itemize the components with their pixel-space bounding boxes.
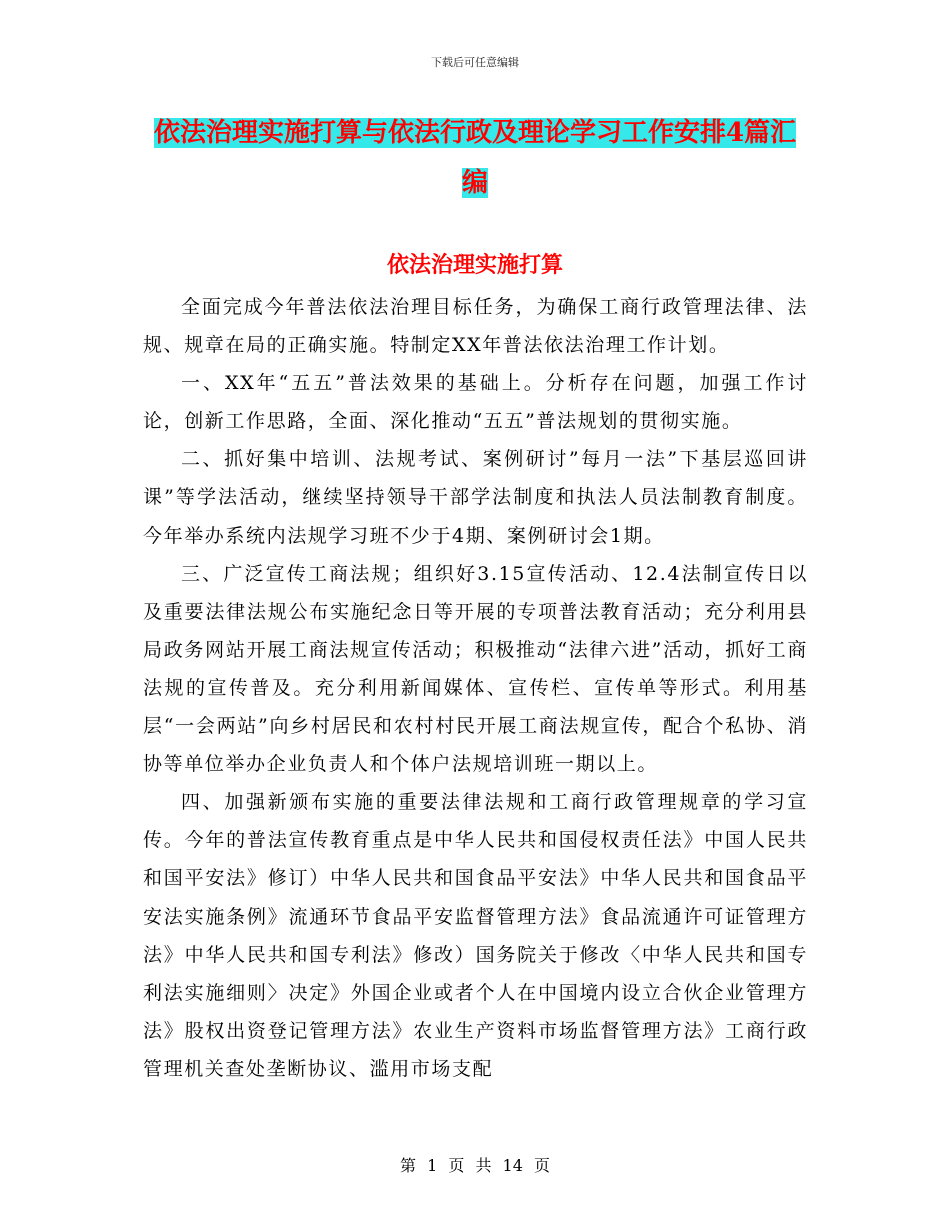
paragraph: 一、XX年“五五”普法效果的基础上。分析存在问题，加强工作讨论，创新工作思路，全面、深化推动“五五”普法规划的贯彻实施。 bbox=[143, 372, 808, 433]
paragraph: 全面完成今年普法依法治理目标任务，为确保工商行政管理法律、法规、规章在局的正确实施。特制定XX年普法依法治理工作计划。 bbox=[143, 296, 808, 357]
paragraph: 三、广泛宣传工商法规；组织好3.15宣传活动、12.4法制宣传日以及重要法律法规公布实施纪念日等开展的专项普法教育活动；充分利用县局政务网站开展工商法规宣传活动；积极推动“法律六进”活动，抓好工商法规的宣传普及。充分利用新闻媒体、宣传栏、宣传单等形式。利用基层“一会两站”向乡村居民和农村村民开展工商法规宣传，配合个私协、消协等单位举办企业负责人和个体户法规培训班一期以上。 bbox=[143, 562, 808, 776]
section-title: 依法治理实施打算 bbox=[386, 252, 563, 278]
page-footer: 第 1 页 共 14 页 bbox=[400, 1156, 550, 1175]
paragraph: 四、加强新颁布实施的重要法律法规和工商行政管理规章的学习宣传。今年的普法宣传教育重点是中华人民共和国侵权责任法》中国人民共和国平安法》修订）中华人民共和国食品平安法》中华人民共和国食品平安法实施条例》流通环节食品平安监督管理方法》食品流通许可证管理方法》中华人民共和国专利法》修改）国务院关于修改〈中华人民共和国专利法实施细则〉决定》外国企业或者个人在中国境内设立合伙企业管理方法》股权出资登记管理方法》农业生产资料市场监督管理方法》工商行政管理机关查处垄断协议、滥用市场支配 bbox=[143, 791, 808, 1080]
document-title bbox=[150, 108, 800, 208]
document-title-text: 依法治理实施打算与依法行政及理论学习工作安排4篇汇编 bbox=[153, 118, 797, 198]
paragraph: 二、抓好集中培训、法规考试、案例研讨”每月一法”下基层巡回讲课”等学法活动，继续坚持领导干部学法制度和执法人员法制教育制度。今年举办系统内法规学习班不少于4期、案例研讨会1期。 bbox=[143, 448, 808, 547]
page-header: 下载后可任意编辑 bbox=[431, 56, 519, 69]
document-body bbox=[143, 288, 808, 1088]
